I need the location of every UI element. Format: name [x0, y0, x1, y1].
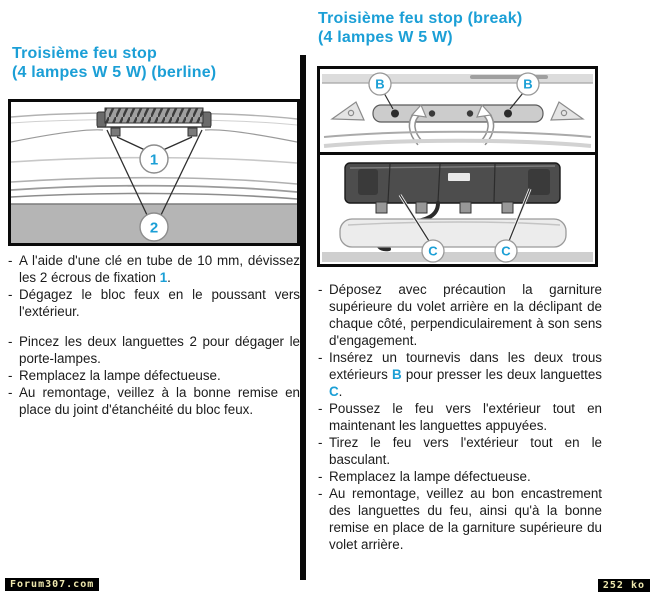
brake-light-hatch [105, 108, 203, 123]
instruction-text: Au remontage, veillez à la bonne remise en place du joint d'étanchéité du bloc feux. [19, 385, 300, 417]
right-instructions [318, 281, 602, 553]
list-dash: - [318, 469, 323, 484]
instruction-item [318, 434, 602, 468]
instruction-text: Dégagez le bloc feux en le poussant vers l'extérieur. [19, 287, 300, 319]
callout-b-left [369, 73, 391, 95]
file-size-badge: 252 ko [598, 579, 650, 592]
left-section-title [12, 45, 216, 82]
outer-hole-right [504, 110, 512, 118]
instruction-text [19, 252, 300, 286]
callout-1-label: 1 [149, 151, 159, 169]
left-instructions [8, 252, 300, 418]
left-section-title-line1: Troisième feu stop [12, 45, 157, 62]
window-edge-line [205, 130, 297, 142]
ref-b: B [391, 367, 402, 382]
list-dash: - [318, 401, 323, 416]
instruction-item [8, 333, 300, 367]
callout-b-right [517, 73, 539, 95]
callout-c-left [422, 240, 444, 262]
callout-b-left-label: B [375, 76, 385, 92]
figure-berline-drawing [11, 102, 297, 243]
callout-c-left-label: C [428, 243, 438, 259]
left-section-title-line2: (4 lampes W 5 W) (berline) [12, 63, 217, 81]
window-edge-line [11, 130, 103, 142]
instruction-item [318, 485, 602, 553]
text-segment: A l'aide d'une clé en tube de 10 mm, dévissez les 2 écrous de fixation [19, 253, 300, 285]
right-section-title-line1: Troisième feu stop (break) [318, 10, 523, 27]
callout-2-leader [161, 130, 202, 215]
instruction-item [8, 367, 300, 384]
hinge-wedge-right [551, 102, 583, 120]
text-segment: . [338, 384, 343, 399]
figure-break-drawing [320, 69, 595, 264]
instruction-item [8, 286, 300, 320]
lamp-unit-end [528, 169, 550, 195]
callout-c-right-label: C [501, 243, 511, 259]
watermark-forum: Forum307.com [5, 578, 99, 591]
callout-2-leader [107, 130, 147, 215]
list-dash: - [8, 287, 13, 302]
instruction-text: Au remontage, veillez au bon encastrement des languettes du feu, ainsi qu'à la bonne remise en place de la garniture supérieure du volet arrière. [329, 486, 602, 552]
instruction-item [318, 400, 602, 434]
instruction-item [318, 349, 602, 400]
glass-reflection-line [11, 193, 297, 199]
inner-hole [467, 110, 473, 116]
instruction-item [318, 281, 602, 349]
column-divider [300, 55, 306, 580]
list-dash: - [318, 282, 323, 297]
text-segment: Insérez un tournevis dans les deux trous extérieurs [329, 350, 602, 382]
callout-1-leader [163, 137, 192, 150]
right-section-title [318, 10, 522, 47]
fixation-nut [188, 128, 197, 136]
callout-2-label: 2 [149, 219, 159, 237]
panel-divider [320, 152, 595, 155]
callout-b-right-label: B [523, 76, 533, 92]
glass-reflection-line [11, 186, 297, 192]
callout-c-right [495, 240, 517, 262]
hinge-wedge-left [332, 102, 364, 120]
lamp-unit-end [358, 169, 378, 195]
right-section-title-line2: (4 lampes W 5 W) [318, 28, 453, 46]
instruction-text: Pincez les deux languettes 2 pour dégager le porte-lampes. [19, 334, 300, 366]
list-dash: - [318, 350, 323, 365]
list-dash: - [8, 385, 13, 400]
callout-1 [140, 145, 168, 173]
instruction-text: Tirez le feu vers l'extérieur tout en le basculant. [329, 435, 602, 467]
instruction-item [8, 384, 300, 418]
ref-1: 1 [159, 270, 168, 285]
instruction-text: Remplacez la lampe défectueuse. [329, 469, 531, 484]
callout-1-leader [117, 137, 145, 150]
instruction-item [318, 468, 602, 485]
fixation-nut [111, 128, 120, 136]
spoiler-lip [324, 132, 591, 137]
glass-reflection-line [11, 178, 297, 184]
floor-band [322, 252, 593, 262]
list-dash: - [318, 486, 323, 501]
text-segment: . [167, 270, 171, 285]
instruction-item [8, 252, 300, 286]
instruction-text [329, 349, 602, 400]
callout-2 [140, 213, 168, 241]
list-dash: - [8, 253, 13, 268]
list-dash: - [8, 334, 13, 349]
ref-c: C [329, 384, 339, 399]
instruction-text: Poussez le feu vers l'extérieur tout en maintenant les languettes appuyées. [329, 401, 602, 433]
text-segment: pour presser les deux languettes [401, 367, 602, 382]
outer-hole-left [391, 110, 399, 118]
inner-hole [429, 110, 435, 116]
window-top-band [322, 74, 593, 83]
spoiler-lip-shade [324, 141, 591, 146]
figure-break [317, 66, 598, 267]
instruction-text: Remplacez la lampe défectueuse. [19, 368, 221, 383]
figure-berline [8, 99, 300, 246]
list-dash: - [8, 368, 13, 383]
instruction-text: Déposez avec précaution la garniture supérieure du volet arrière en la déclipant de chaque côté, perpendiculairement à son sens d'engagement. [329, 282, 602, 348]
lamp-unit-label [448, 173, 470, 181]
list-dash: - [318, 435, 323, 450]
